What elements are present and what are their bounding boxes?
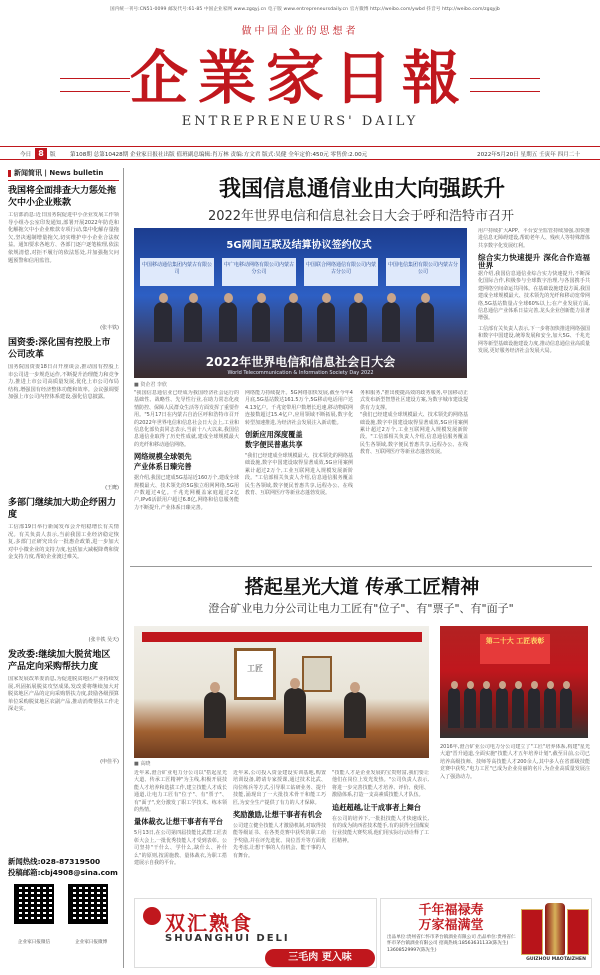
- second-col-2-text: 近年来,公司投入资金建设实训基地,购置培训设备,聘请专家授课,通过技术比武、岗位练兵等方式,引导职工钻研业务、提升技能,涌现出了一大批技术骨干和能工巧匠,为安全生产提供了有力的人才保障。: [233, 770, 326, 806]
- lead-col-1: [134, 390, 239, 562]
- bulletin-header-label: 新闻简讯 | News bulletin: [14, 169, 104, 177]
- contact-block: [8, 856, 124, 947]
- masthead-right-flourish: [470, 78, 540, 92]
- liquor-gift-box-icon: [567, 909, 589, 955]
- page-label: 版: [50, 152, 56, 158]
- lead-col-2: [245, 390, 353, 562]
- lead-subhead-1-line1: 网络规模全球领先: [134, 452, 192, 462]
- second-headline[interactable]: 搭起星光大道 传承工匠精神: [244, 576, 480, 598]
- section-divider: [130, 566, 592, 567]
- bulletin-header: [8, 168, 119, 181]
- lead-col-3: [360, 390, 468, 562]
- lead-col-1-text: "我国信息通信业已经成为我国经济社会运行的基础性、战略性、先导性行业,在助力常态化疫情防控、保障人民群众生活等方面发挥了重要作用。"5月17日在内蒙古自治区呼和浩特市召开的2022年世界电信和信息社会日大会上,工业和信息化部负责同志表示,当前十八大以来,我国信息通信业取得了历史性成就,建成全球规模最大的光纤和移动通信网络。: [134, 390, 239, 448]
- second-col-4-text: 2016年,澄合矿业公司电力分公司建立了"工匠"培养体系,构建"星光大道"晋升通道,全面实施"技能人才五年培养计划",截至目前,公司已培养高级技师、技师等高技能人才200余人,其中多人在省部级技能竞赛中获奖,"电力工匠"已成为企业亮丽的名片,为企业高质量发展注入了强劲动力。: [440, 744, 590, 780]
- news-hotline[interactable]: 新闻热线:028-87319500: [8, 857, 101, 866]
- ad-product-brand: GUIZHOU MAOTAIZHEN: [526, 957, 586, 962]
- lead-col-2b-text: "我们已经建成全球规模最大、技术领先的网络基础设施,数字中国建设取得显著成效,5G应用案例累计超过2万个,工业互联网进入规模发展新阶段。"工信部相关负责人介绍,信息通信服务覆盖民生各领域,数字便民普惠共享,远程办公、在线教育、互联网医疗等新业态蓬勃发展。: [245, 453, 353, 497]
- bulletin-item-body: 工信部19日举行新闻发布会介绍稳增长有关情况。有关负责人表示,当前我国工业经济稳定恢复,多部门正研究出台一批惠企政策,进一步加大对中小微企业的支持力度,包括加大减税降费和资金支持力度,帮助企业渡过难关。: [8, 524, 119, 561]
- liquor-gift-box-icon: [521, 909, 543, 955]
- bulletin-item-body: 国务院国资委18日召开座谈会,推动国有控股上市公司进一步规范运作,不断提升治理能力和竞争力,推进上市公司高质量发展,优化上市公司布局结构,增强国有经济整体功能和效率。会议强调要加强上市公司内控体系建设,强化信息披露。: [8, 364, 119, 401]
- shuanghui-advertisement[interactable]: [134, 898, 377, 968]
- photo-framed-calligraphy: 工匠: [234, 648, 276, 700]
- masthead: [0, 16, 600, 144]
- photo-board: 中国联合网络通信有限公司内蒙古分公司: [304, 258, 378, 286]
- bulletin-item-title[interactable]: 发改委:继续加大脱贫地区产品定向采购帮扶力度: [8, 650, 111, 672]
- photo-awardees: [440, 688, 588, 728]
- bulletin-item[interactable]: [8, 497, 119, 643]
- bulletin-item[interactable]: [8, 185, 119, 331]
- lead-col-2-text: 网络能力持续提升。5G网络加快发展,截至今年4月底,5G基站数达161.5万个,5G移动电话用户达4.13亿户。千兆宽带用户数增长迅速,移动物联网连接数超过15.4亿户,应用领域不断拓展,数字化转型加速推进,为经济社会发展注入新动能。: [245, 390, 353, 426]
- second-col-1-text: 近年来,澄合矿业电力分公司以"搭起星光大道、传承工匠精神"为主线,积极开展技能人才培养和选拔工作,建立技能人才成长通道,让电力工匠有"位子"、有"票子"、有"面子",充分激发了职工学技术、练本领的热情。: [134, 770, 227, 814]
- lead-col-1b-text: 据介绍,我国已建成5G基站近160万个,建成全球规模最大、技术领先的5G独立组网网络,5G用户数超过4亿。千兆光网覆盖家庭超过2亿户,IPv6活跃用户超过6.8亿,网络和信息服务能力不断提升,产业体系日臻完善。: [134, 475, 239, 511]
- bulletin-item-source: (张丰铁 吴天): [88, 637, 119, 643]
- lead-right-text-3: 工信部有关负责人表示,下一步将加快推进网络强国和数字中国建设,统筹发展和安全,加大5G、千兆光网等新型基础设施建设力度,推动信息通信业高质量发展,更好服务经济社会发展大局。: [478, 325, 590, 355]
- lead-headline[interactable]: 我国信息通信业由大向强跃升: [218, 176, 505, 202]
- lead-col-3b-text: "我们已经建成全球规模最大、技术领先的网络基础设施,数字中国建设取得显著成效,5G应用案例累计超过2万个,工业互联网进入规模发展新阶段。"工信部相关负责人介绍,信息通信服务覆盖民生各领域,数字便民普惠共享,远程办公、在线教育、互联网医疗等新业态蓬勃发展。: [360, 412, 468, 456]
- ad-title-line1: 千年福禄寿: [418, 903, 484, 918]
- lead-col-3-text: 务和服务,"推出便捷高效的政务服务,中国移动正式发布新型智慧社区建设方案,为数字城市建设提供有力支撑。: [360, 390, 468, 411]
- lead-right-subhead: 综合实力快速提升 深化合作造福世界: [478, 253, 590, 270]
- bulletin-item-title[interactable]: 我国将全面排查大力惩处拖欠中小企业账款: [8, 186, 117, 208]
- ad-brand-english: SHUANGHUI DELI: [165, 933, 290, 944]
- second-col-2: [233, 770, 326, 892]
- photo-hall-banner: [142, 632, 422, 642]
- photo-board: 中国移动通信集团内蒙古有限公司: [140, 258, 214, 286]
- ad-slogan-pill: 三毛肉 更入味: [265, 949, 375, 967]
- second-col-3: [332, 770, 429, 892]
- lead-right-text-2: 据介绍,我国信息通信业综合实力快速提升,不断深化国际合作,积极参与全球数字治理,与各国携手共建网络空间命运共同体。在基础设施建设方面,我国建成全球规模最大、技术领先的光纤和移动宽带网络,5G基站数量占全球60%以上;在产业发展方面,信息通信产业体系日益完善,龙头企业创新能力显著增强。: [478, 271, 590, 322]
- lead-subhead-2-line2: 数字便民普惠共享: [245, 440, 303, 450]
- lead-subhead-1: [134, 452, 239, 472]
- second-subhead-2: 奖励激励,让想干事者有机会: [233, 810, 322, 820]
- second-byline: ■ 高晓: [134, 761, 151, 767]
- qr-code-weibo[interactable]: [68, 884, 108, 924]
- lead-subhead-2: [245, 430, 353, 450]
- photo-person: [284, 688, 306, 734]
- second-col-4: [440, 744, 590, 892]
- ad-contact-info: 出品单位:贵州省仁怀市茅台镇酒业有限公司 出品单位:贵州省仁怀市茅台镇酒业有限公司 招商热线:18563631133(陈先生) 13608529997(陈先生): [387, 935, 516, 953]
- qr-caption-wechat: 企业家日报微信: [17, 940, 51, 945]
- photo-board: 中广电移动网络有限公司内蒙古分公司: [222, 258, 296, 286]
- second-subhead-3: 追赶超越,让干成事者上舞台: [332, 802, 421, 812]
- bulletin-item[interactable]: [8, 649, 119, 765]
- qr-caption-weibo: 企业家日报微博: [75, 940, 108, 945]
- second-col-2b-text: 公司建立健全技能人才激励机制,对取得技能等级证书、在各类竞赛中获奖的职工给予奖励,并在评先选优、岗位晋升等方面优先考虑,让想干事的人有机会、能干事的人有舞台。: [233, 823, 326, 859]
- lead-right-column: [478, 228, 590, 564]
- ad-brand-name: 双汇熟食: [165, 911, 253, 935]
- newspaper-english-name: ENTREPRENEURS' DAILY: [181, 114, 419, 129]
- second-col-3b-text: 在公司的培养下,一批批技能人才快速成长,有的成为陕西省技术能手,有的获得全国煤炭行业技能大赛奖项,他们用实际行动诠释了工匠精神。: [332, 815, 429, 844]
- masthead-slogan: 做中国企业的思想者: [241, 26, 359, 37]
- lead-right-text-1: 用户持续扩大APP、平台安全监管持续加强,加快推进信息无障碍建设,帮助老年人、残疾人等特殊群体共享数字化发展红利。: [478, 228, 590, 249]
- today-label: 今日: [20, 152, 32, 158]
- issue-date: 2022年5月20日 星期五 壬寅年 四月二十: [477, 152, 580, 158]
- submission-email[interactable]: 投稿邮箱:cbj4908@sina.com: [8, 868, 118, 877]
- bulletin-item-body: 工信部消息:近日国务院促进中小企业发展工作领导小组办公室印发通知,部署开展2022年防范和化解拖欠中小企业账款专项行动,集中化解存量拖欠,坚决遏制增量拖欠,切实维护中小企业合法权益。通知要求各地方、各部门逐户逐笔梳理,依法依规清偿,对拒不履行的依法惩处,并加强拖欠问题预警和信用监管。: [8, 212, 119, 264]
- bulletin-item-source: (王鹰): [105, 485, 119, 491]
- photo-event-title: 2022年世界电信和信息社会日大会: [205, 355, 396, 369]
- lead-subheadline: 2022年世界电信和信息社会日大会于呼和浩特市召开: [207, 209, 515, 224]
- photo-person: [204, 692, 226, 738]
- second-col-1: [134, 770, 227, 892]
- news-bulletin-column: [8, 168, 124, 968]
- photo-person: [344, 692, 366, 738]
- second-col-1b-text: 5月13日,在公司第四届技能比武暨工匠表彰大会上,一批优秀技能人才受到表彰。公司坚持"干什么、学什么,缺什么、补什么"的原则,按需施教、量体裁衣,为职工搭建展示自我的平台。: [134, 830, 227, 867]
- lead-subhead-2-line1: 创新应用深度覆盖: [245, 430, 303, 440]
- liquor-advertisement[interactable]: [380, 898, 592, 968]
- qr-code-wechat[interactable]: [14, 884, 54, 924]
- shuanghui-logo-icon: [143, 907, 161, 925]
- ad-title-line2: 万家福满堂: [418, 918, 484, 933]
- bulletin-item-title[interactable]: 多部门继续加大助企纾困力度: [8, 498, 117, 520]
- bulletin-item-title[interactable]: 国资委:深化国有控股上市公司改革: [8, 338, 111, 360]
- lead-photo[interactable]: [134, 228, 467, 378]
- lead-byline: ■ 资企君 李欣: [134, 382, 167, 388]
- newspaper-logo[interactable]: 企業家日報: [129, 44, 470, 112]
- second-subhead-1: 量体裁衣,让想干事者有平台: [134, 817, 223, 827]
- top-info-strip: 国内统一刊号:CN51-0099 邮发代号:61-85 中国企业家网 www.zgqyj.cn 电子版 www.entrepreneursdaily.cn 官方微博 http://weibo.com/ywbd 抖音号 http://weibo.com/zgqyjb: [110, 7, 500, 12]
- photo-signing-banner: 5G网间互联及结算协议签约仪式: [226, 240, 372, 251]
- bulletin-item[interactable]: [8, 337, 119, 491]
- page-number-badge: 8: [35, 148, 47, 159]
- second-subheadline: 澄合矿业电力分公司让电力工匠有"位子"、有"票子"、有"面子": [208, 602, 514, 615]
- second-col-3-text: "技能人才是企业发展的宝贵财富,我们要让他们在岗位上发光发热。"公司负责人表示,将进一步完善技能人才培养、评价、使用、激励体系,打造一支高素质技能人才队伍。: [332, 770, 429, 799]
- bulletin-item-body: 国家发展改革委消息,为促进脱贫地区产业持续发展,巩固拓展脱贫攻坚成果,发改委将继续加大对脱贫地区产品的定向采购帮扶力度,鼓励各级预算单位采购脱贫地区农副产品,推动消费帮扶工作走深走实。: [8, 676, 119, 713]
- bulletin-item-source: (张丰铁): [100, 325, 119, 331]
- issue-info-bar: [0, 146, 600, 160]
- photo-stage-screen: 第二十大 工匠表彰: [480, 634, 550, 664]
- photo-event-title-en: World Telecommunication & Information Society Day 2022: [227, 370, 374, 376]
- photo-signatories: [134, 302, 467, 342]
- photo-board: 中国电信集团有限公司内蒙古分公司: [386, 258, 460, 286]
- lead-subhead-1-line2: 产业体系日臻完善: [134, 462, 192, 472]
- photo-framed-picture: [302, 656, 332, 692]
- issue-meta: 第108期 总第10428期 企业家日报社出版 值班副总编辑:肖万林 责编:方文君 版式:吴健 全年定价:450元 零售价:2.00元: [70, 152, 368, 158]
- second-photo[interactable]: [134, 626, 429, 758]
- bulletin-item-source: (申佳平): [100, 759, 119, 765]
- header-accent-bar: [8, 170, 11, 177]
- liquor-bottle-icon: [545, 903, 565, 955]
- second-side-photo[interactable]: [440, 626, 588, 738]
